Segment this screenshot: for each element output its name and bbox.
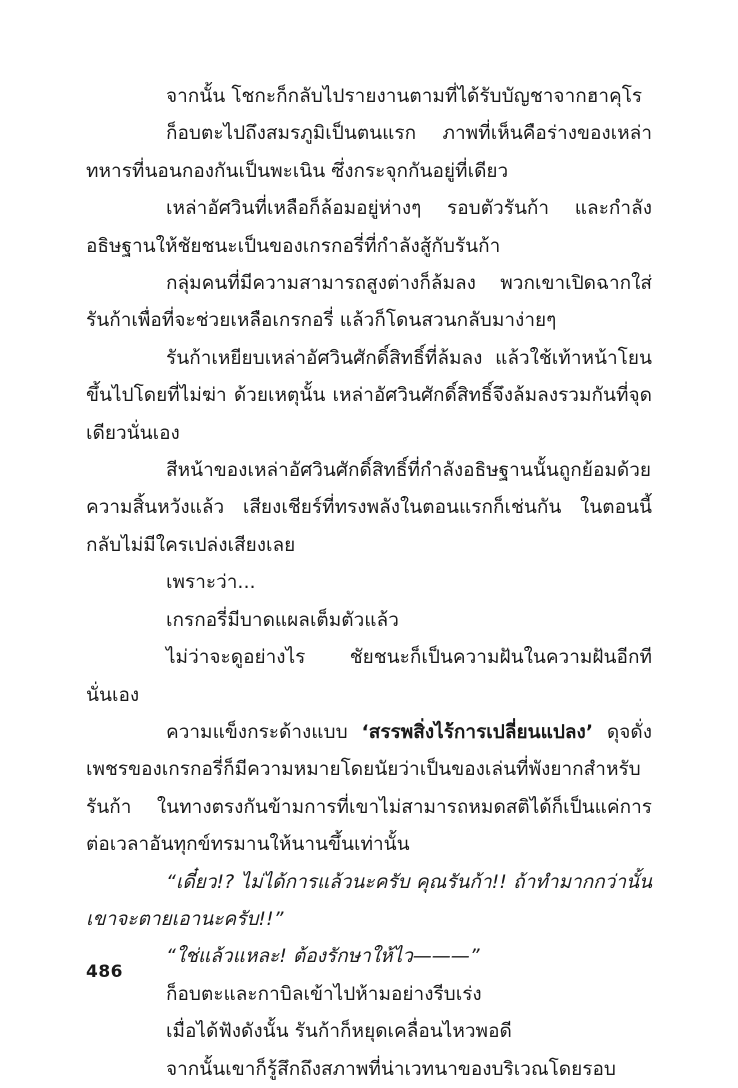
paragraph-15: จากนั้นเขาก็รู้สึกถึงสภาพที่น่าเวทนาของบริเวณโดยรอบ bbox=[166, 1057, 616, 1080]
paragraph-9: ไม่ว่าจะดูอย่างไร ชัยชนะก็เป็นความฝันในความฝันอีกทีนั่นเอง bbox=[86, 646, 652, 706]
skill-name-bold: ‘สรรพสิ่งไร้การเปลี่ยนแปลง’ bbox=[361, 720, 594, 743]
paragraph-10 bbox=[86, 714, 652, 864]
page-number: 486 bbox=[86, 962, 123, 982]
paragraph-6: สีหน้าของเหล่าอัศวินศักดิ์สิทธิ์ที่กำลังอธิษฐานนั้นถูกย้อมด้วยความสิ้นหวังแล้ว เสียงเชียร์ที่ทรงพลังในตอนแรกก็เช่นกัน ในตอนนี้กลับไม่มีใครเปล่งเสียงเลย bbox=[86, 459, 652, 556]
paragraph-5: รันก้าเหยียบเหล่าอัศวินศักดิ์สิทธิ์ที่ล้มลง แล้วใช้เท้าหน้าโยนขึ้นไปโดยที่ไม่ฆ่า ด้วยเหตุนั้น เหล่าอัศวินศักดิ์สิทธิ์จึงล้มลงรวมกันที่จุดเดียวนั่นเอง bbox=[86, 346, 652, 444]
dialogue-1: “เดี๋ยว!? ไม่ได้การแล้วนะครับ คุณรันก้า!! ถ้าทำมากกว่านั้นเขาจะตายเอานะครับ!!” bbox=[86, 870, 652, 930]
paragraph-10-lead: ความแข็งกระด้างแบบ bbox=[166, 720, 362, 743]
paragraph-1: จากนั้น โชกะก็กลับไปรายงานตามที่ได้รับบัญชาจากฮาคุโร bbox=[166, 85, 643, 107]
paragraph-4: กลุ่มคนที่มีความสามารถสูงต่างก็ล้มลง พวกเขาเปิดฉากใส่รันก้าเพื่อที่จะช่วยเหลือเกรกอรี่ แล้วก็โดนสวนกลับมาง่ายๆ bbox=[86, 272, 652, 332]
paragraph-13: ก็อบตะและกาบิลเข้าไปห้ามอย่างรีบเร่ง bbox=[166, 982, 482, 1005]
dialogue-2: “ใช่แล้วแหละ! ต้องรักษาให้ไว———” bbox=[166, 945, 480, 968]
paragraph-2: ก็อบตะไปถึงสมรภูมิเป็นตนแรก ภาพที่เห็นคือร่างของเหล่าทหารที่นอนกองกันเป็นพะเนิน ซึ่งกระจุกกันอยู่ที่เดียว bbox=[86, 122, 652, 182]
paragraph-7: เพราะว่า... bbox=[166, 571, 256, 594]
paragraph-14: เมื่อได้ฟังดังนั้น รันก้าก็หยุดเคลื่อนไหวพอดี bbox=[166, 1020, 512, 1043]
page-body bbox=[86, 78, 652, 1088]
paragraph-8: เกรกอรี่มีบาดแผลเต็มตัวแล้ว bbox=[166, 608, 399, 631]
paragraph-10-rest: ดุจดั่งเพชรของเกรกอรี่ก็มีความหมายโดยนัยว่าเป็นของเล่นที่พังยากสำหรับรันก้า ในทางตรงกันข้ามการที่เขาไม่สามารถหมดสติได้ก็เป็นแค่การต่อเวลาอันทุกข์ทรมานให้นานขึ้นเท่านั้น bbox=[86, 720, 652, 856]
paragraph-3: เหล่าอัศวินที่เหลือก็ล้อมอยู่ห่างๆ รอบตัวรันก้า และกำลังอธิษฐานให้ชัยชนะเป็นของเกรกอรี่ที่กำลังสู้กับรันก้า bbox=[86, 197, 652, 257]
